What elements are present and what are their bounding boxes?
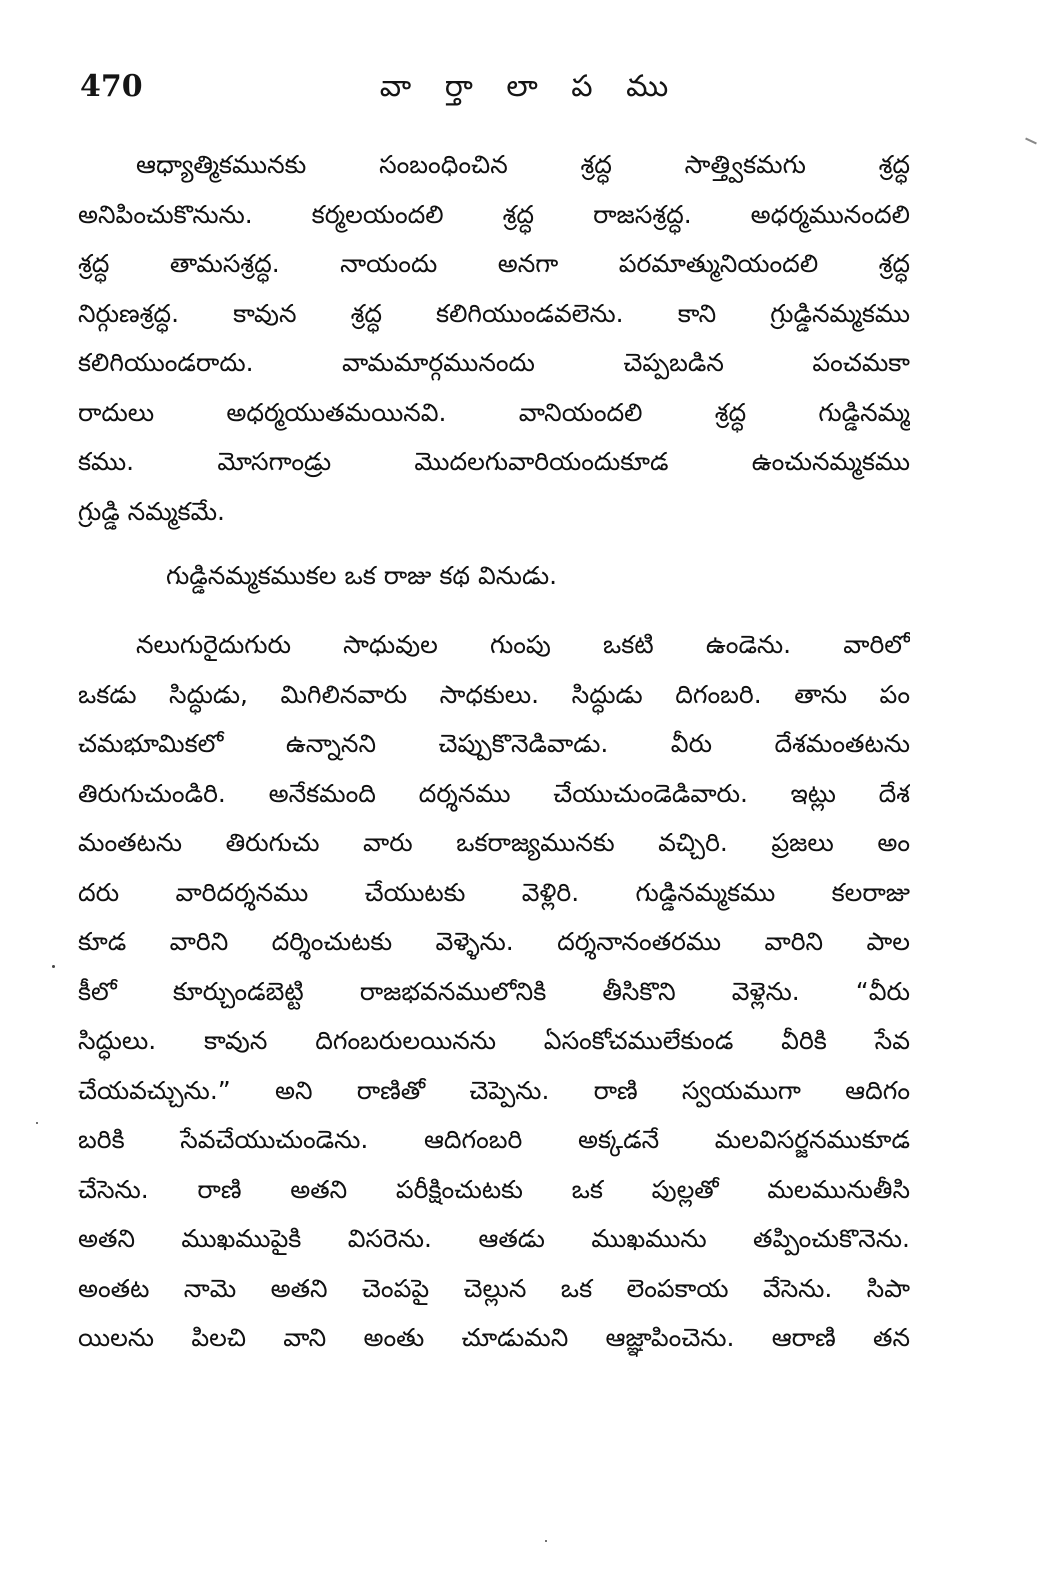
text-line: చేయవచ్చును.” అని రాణితో చెప్పెను. రాణి స్వయముగా ఆదిగం	[78, 1075, 910, 1105]
scan-speck	[545, 1540, 547, 1542]
text-line: చమభూమికలో ఉన్నానని చెప్పుకొనెడివాడు. వీరు దేశమంతటను	[78, 729, 910, 758]
scan-mark	[1025, 138, 1037, 145]
text-line: సిద్ధులు. కావున దిగంబరులయినను ఏసంకోచములేకుండ వీరికి సేవ	[78, 1026, 910, 1055]
running-head	[80, 62, 920, 112]
text-line: అంతట నామె అతని చెంపపై చెల్లున ఒక లెంపకాయ వేసెను. సిపా	[78, 1273, 910, 1303]
text-line: అతని ముఖముపైకి విసరెను. ఆతడు ముఖమును తప్పించుకొనెను.	[78, 1224, 910, 1253]
text-line: నిర్గుణశ్రద్ధ. కావున శ్రద్ధ కలిగియుండవలెను. కాని గ్రుడ్డినమ్మకము	[78, 298, 910, 328]
text-line: రాదులు అధర్మయుతమయినవి. వానియందలి శ్రద్ధ గుడ్డినమ్మ	[78, 397, 910, 427]
text-line: గ్రుడ్డి నమ్మకమే.	[78, 496, 225, 526]
text-line: దరు వారిదర్శనము చేయుటకు వెళ్లిరి. గుడ్డినమ్మకము కలరాజు	[78, 877, 910, 907]
text-line: మంతటను తిరుగుచు వారు ఒకరాజ్యమునకు వచ్చిరి. ప్రజలు అం	[78, 828, 910, 857]
story-heading: గుడ్డినమ్మకముకల ఒక రాజు కథ వినుడు.	[166, 561, 558, 590]
running-title: వా ర్తా లా ప ము	[379, 69, 681, 104]
paragraph-2	[78, 620, 910, 1363]
scan-speck	[52, 965, 55, 968]
text-line: ఒకడు సిద్ధుడు, మిగిలినవారు సాధకులు. సిద్ధుడు దిగంబరి. తాను పం	[78, 679, 910, 709]
text-line: అనిపించుకొనును. కర్మలయందలి శ్రద్ధ రాజసశ్రద్ధ. అధర్మమునందలి	[78, 199, 910, 229]
page-number: 470	[80, 69, 143, 104]
text-line: కూడ వారిని దర్శించుటకు వెళ్ళెను. దర్శనానంతరము వారిని పాల	[78, 927, 910, 956]
spacer	[78, 536, 910, 546]
text-line: బరికి సేవచేయుచుండెను. ఆదిగంబరి అక్కడనే మలవిసర్జనముకూడ	[78, 1125, 910, 1154]
scan-speck	[36, 1122, 38, 1124]
paragraph-1	[78, 140, 910, 536]
body-text	[78, 140, 910, 1363]
text-line: కలిగియుండరాదు. వామమార్గమునందు చెప్పబడిన పంచమకా	[78, 348, 910, 377]
text-line: చేసెను. రాణి అతని పరీక్షించుటకు ఒక పుల్లతో మలమునుతీసి	[78, 1174, 910, 1204]
spacer	[78, 606, 910, 620]
text-line: యిలను పిలచి వాని అంతు చూడుమని ఆజ్ఞాపించెను. ఆరాణి తన	[78, 1323, 910, 1352]
text-line: కము. మోసగాండ్రు మొదలగువారియందుకూడ ఉంచునమ్మకము	[78, 447, 910, 476]
text-line: నలుగురైదుగురు సాధువుల గుంపు ఒకటి ఉండెను. వారిలో	[136, 630, 910, 659]
text-line: శ్రద్ధ తామసశ్రద్ధ. నాయందు అనగా పరమాత్మునియందలి శ్రద్ధ	[78, 249, 910, 278]
text-line: తిరుగుచుండిరి. అనేకమంది దర్శనము చేయుచుండెడివారు. ఇట్లు దేశ	[78, 778, 910, 808]
text-line: ఆధ్యాత్మికమునకు సంబంధించిన శ్రద్ధ సాత్త్వికమగు శ్రద్ధ	[136, 150, 910, 179]
text-line: కీలో కూర్చుండబెట్టి రాజభవనములోనికి తీసికొని వెళ్లెను. “వీరు	[78, 976, 910, 1006]
